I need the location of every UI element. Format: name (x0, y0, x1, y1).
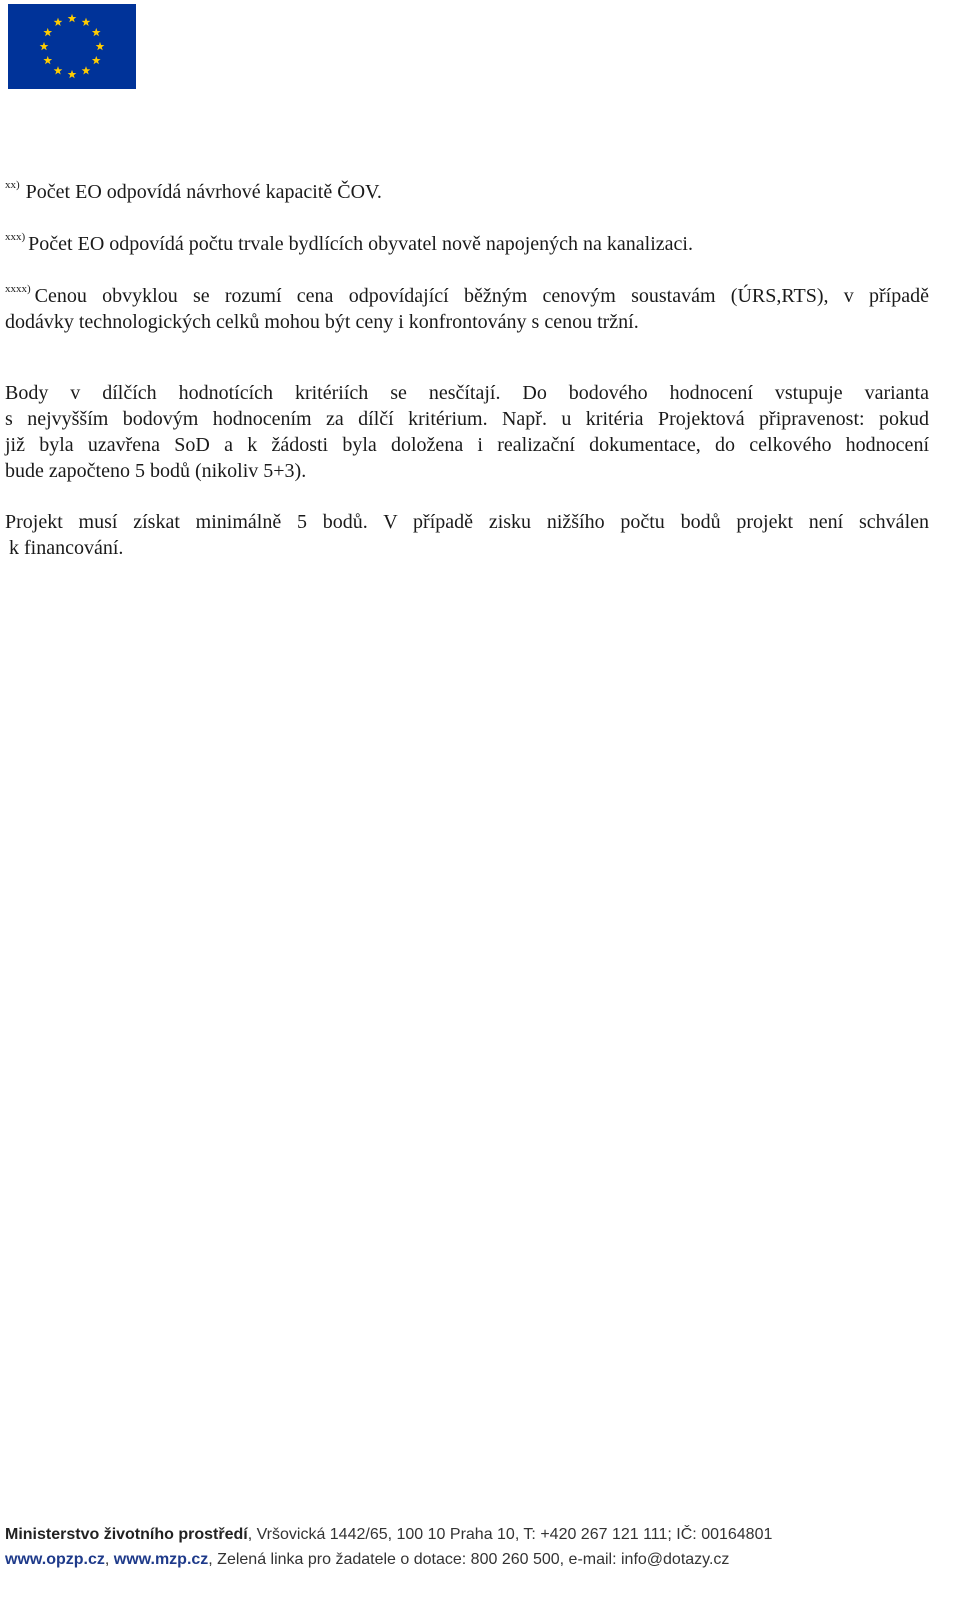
footnote-xxx (5, 224, 929, 257)
paragraph-line: již byla uzavřena SoD a k žádosti byla doložena i realizační dokumentace, do celkového hodnocení (5, 434, 929, 456)
page-footer (5, 1522, 955, 1572)
footnote-marker: xxx) (5, 231, 26, 243)
paragraph-line: k financování. (9, 537, 124, 559)
mzp-link[interactable]: www.mzp.cz (113, 1551, 209, 1568)
footnote-text: Počet EO odpovídá návrhové kapacitě ČOV. (25, 181, 382, 203)
footnote-text: Počet EO odpovídá počtu trvale bydlících obyvatel nově napojených na kanalizaci. (28, 233, 693, 255)
ministry-name: Ministerstvo životního prostředí (5, 1526, 248, 1543)
footnote-marker: xx) (5, 179, 20, 191)
paragraph-line: Body v dílčích hodnotících kritériích se nesčítají. Do bodového hodnocení vstupuje varianta (5, 382, 929, 404)
paragraph-line: Projekt musí získat minimálně 5 bodů. V případě zisku nižšího počtu bodů projekt není schválen (5, 511, 929, 533)
ministry-address: , Vršovická 1442/65, 100 10 Praha 10, T: +420 267 121 111; IČ: 00164801 (247, 1526, 773, 1543)
hotline-info: , Zelená linka pro žadatele o dotace: 800 260 500, e-mail: info@dotazy.cz (208, 1551, 730, 1568)
footnote-line (5, 276, 929, 309)
paragraph-line: bude započteno 5 bodů (nikoliv 5+3). (5, 460, 307, 482)
opzp-link[interactable]: www.opzp.cz (5, 1551, 105, 1568)
paragraph-line: s nejvyšším bodovým hodnocením za dílčí kritérium. Např. u kritéria Projektová připravenost: pokud (5, 408, 929, 430)
footnote-line: dodávky technologických celků mohou být ceny i konfrontovány s cenou tržní. (5, 311, 639, 333)
scoring-rules-paragraph (5, 380, 929, 484)
footer-separator: , (104, 1551, 114, 1568)
footer-line-1 (5, 1522, 955, 1547)
minimum-score-paragraph (5, 509, 929, 561)
footnote-text: Cenou obvyklou se rozumí cena odpovídající běžným cenovým soustavám (ÚRS,RTS), v případě (34, 285, 929, 307)
eu-flag-icon (8, 4, 136, 89)
footer-line-2 (5, 1547, 955, 1572)
footnote-xx (5, 172, 929, 205)
footnote-marker: xxxx) (5, 283, 31, 295)
footnote-xxxx (5, 276, 929, 335)
